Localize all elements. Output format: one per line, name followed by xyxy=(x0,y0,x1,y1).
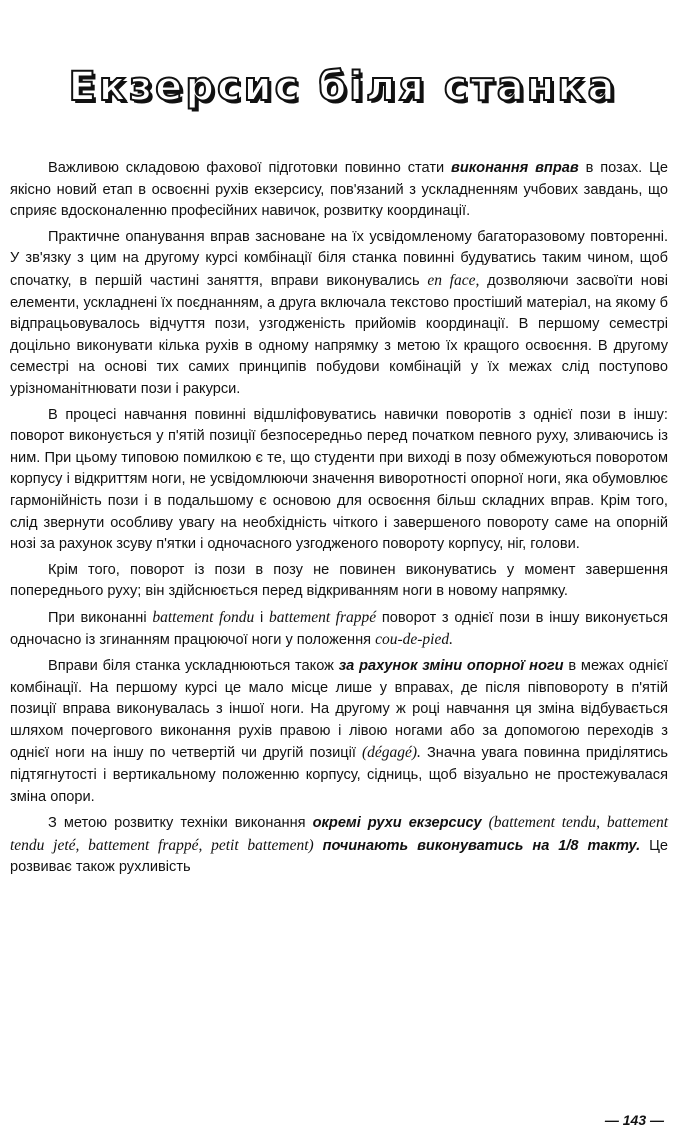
term: battement fondu xyxy=(152,608,255,626)
paragraph-7: З метою розвитку техніки виконання окремі рухи екзерсису (battement tendu, battement tendu jeté, battement frappé, petit battement) починають виконуватись на 1/8 такту. Це розвиває також рухливість xyxy=(10,814,669,876)
body-text xyxy=(10,158,668,883)
page-title-text: Екзерсис біля станка xyxy=(68,64,618,110)
paragraph-2: Практичне опанування вправ засноване на їх усвідомленому багаторазовому повторенні. У зв'язку з цим на другому курсі комбінації біля станка повинні будуватись таким чином, щоб спочатку, в першій частині заняття, вправи виконувались en face, дозволяючи засвоїти нові елементи, ускладнені їх поєднанням, а друга включала текстово простіший матеріал, на якому б відпрацьовувалось відчуття пози, узгодженість прийомів координації. В першому семестрі доцільно виконувати кілька рухів в одному напрямку з метою їх кращого освоєння. В другому семестрі на основі тих самих принципів побудови комбінацій у їх межах слід поступово урізноманітнювати пози і ракурси. xyxy=(10,228,668,397)
paragraph-4: Крім того, поворот із пози в позу не повинен виконуватись у момент завершення попереднього руху; він здійснюється перед відкриванням ноги в новому напрямку. xyxy=(10,561,668,600)
paragraph-6: Вправи біля станка ускладнюються також за рахунок зміни опорної ноги в межах однієї комбінації. На першому курсі це мало місце лише у вправах, де після півповороту в п'ятій позиції вправа виконувалась з іншої ноги. На другому ж році навчання ця зміна відбувається шляхом почергового виконання рухів правою і лівою ногами або за допомогою переходів з однієї ноги на іншу по четвертій чи другій позиції (dégagé). Значна увага повинна приділятись підтягнутості і вертикальному положенню корпусу, сідниць, щоб візуально не простежувалася зміна опори. xyxy=(10,658,668,805)
term: cou-de-pied. xyxy=(375,631,453,649)
emphasis: за рахунок зміни опорної ноги xyxy=(338,658,564,675)
term: en face, xyxy=(427,271,480,289)
paragraph-1: Важливою складовою фахової підготовки повинно стати виконання вправ в позах. Це якісно новий етап в освоєнні рухів екзерсису, пов'язаний з ускладненням учбових завдань, що сприяє вдосконаленню професійних навичок, розвитку координації. xyxy=(10,160,668,220)
emphasis: починають виконуватись на 1/8 такту. xyxy=(322,837,641,854)
term: (dégagé). xyxy=(361,744,421,762)
paragraph-3: В процесі навчання повинні відшліфовуватись навички поворотів з однієї пози в іншу: поворот виконується у п'ятій позиції безпосередньо перед початком певного руху, зливаючись із ним. При цьому типовою помилкою є те, що студенти при виході в позу обмежуються поворотом корпусу і відкриттям ноги, не усвідомлюючи значення виворотності опорної ноги, яка обумовлює гармонійність пози і в подальшому є основою для освоєння більш складних вправ. Крім того, слід звернути особливу увагу на необхідність чіткого і завершеного повороту саме на опорній нозі за рахунок зсуву п'ятки і одночасного узгодженого повороту корпусу, ніг, голови. xyxy=(10,406,668,553)
emphasis: окремі рухи екзерсису xyxy=(312,815,482,832)
term: battement frappé xyxy=(269,608,377,626)
page-title xyxy=(0,64,686,110)
paragraph-5: При виконанні battement fondu і battement frappé поворот з однієї пози в іншу виконується одночасно із згинанням працюючої ноги у положення cou-de-pied. xyxy=(10,608,668,649)
page-number: — 143 — xyxy=(604,1112,664,1128)
emphasis: виконання вправ xyxy=(451,160,579,176)
term: (battement tendu, battement tendu jeté, battement frappé, petit battement) xyxy=(10,814,668,854)
